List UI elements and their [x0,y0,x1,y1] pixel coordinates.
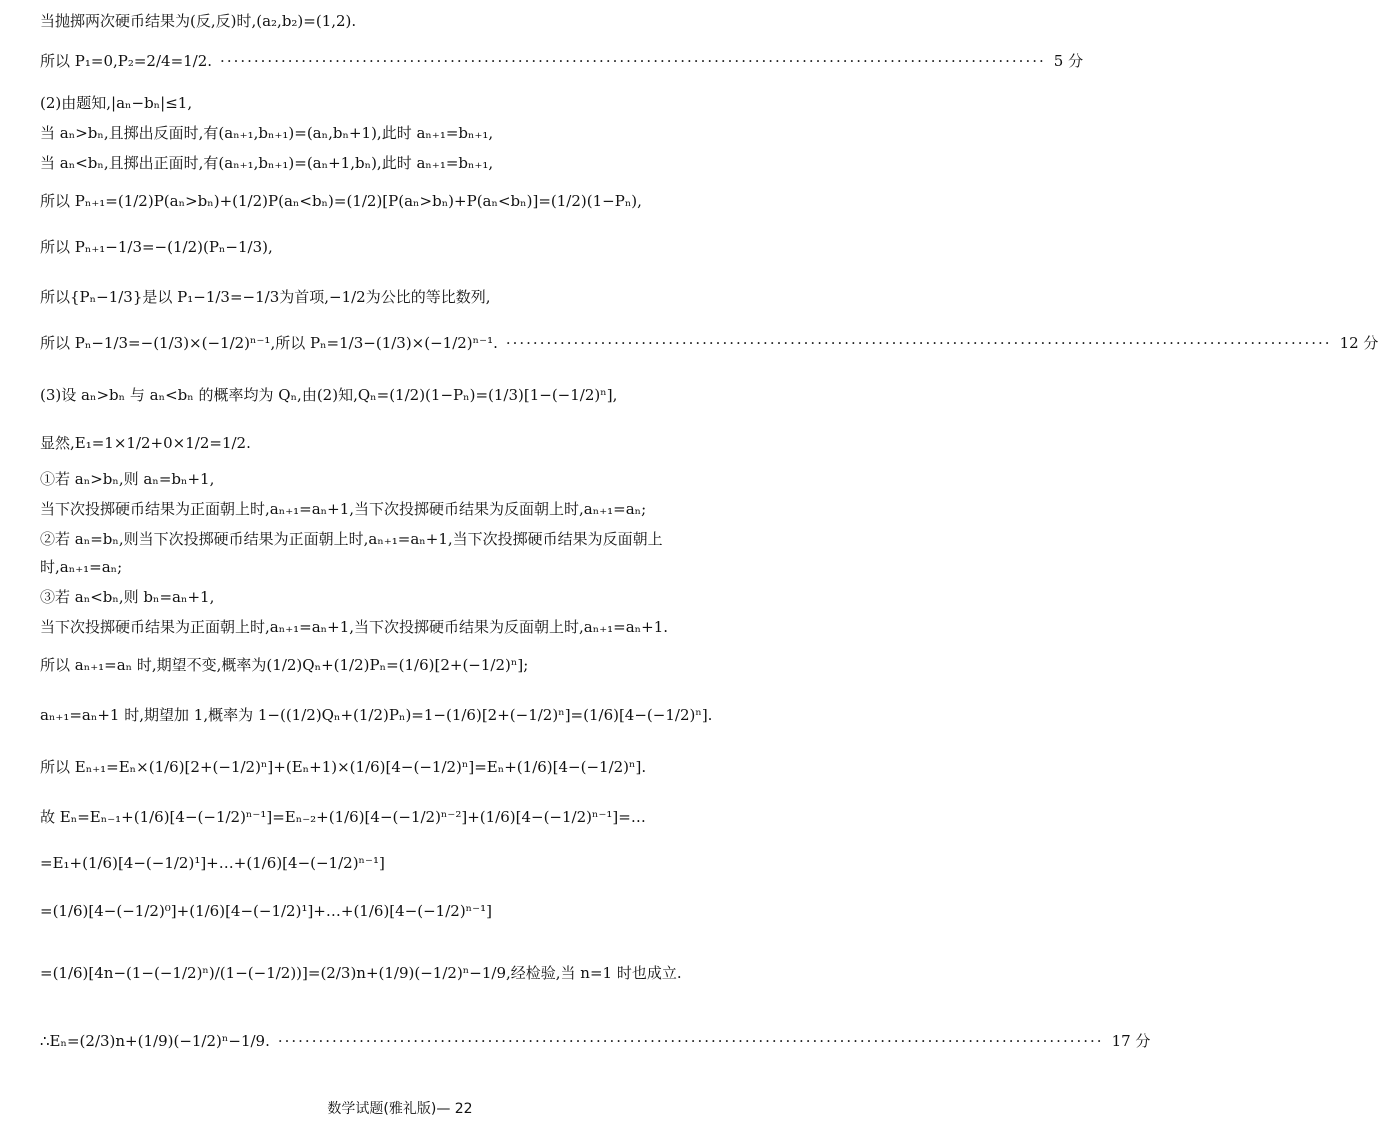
solution-line: 所以 aₙ₊₁=aₙ 时,期望不变,概率为(1/2)Qₙ+(1/2)Pₙ=(1/6)[2+(−1/2)ⁿ]; [40,656,529,674]
score-label: 17 分 [1111,1032,1151,1050]
solution-line: 当下次投掷硬币结果为正面朝上时,aₙ₊₁=aₙ+1,当下次投掷硬币结果为反面朝上时,aₙ₊₁=aₙ; [40,500,647,518]
solution-line: (3)设 aₙ>bₙ 与 aₙ<bₙ 的概率均为 Qₙ,由(2)知,Qₙ=(1/2)(1−Pₙ)=(1/3)[1−(−1/2)ⁿ], [40,386,618,404]
leader-dots: ·························································································································· [505,334,1332,352]
solution-line: =(1/6)[4n−(1−(−1/2)ⁿ)/(1−(−1/2))]=(2/3)n+(1/9)(−1/2)ⁿ−1/9,经检验,当 n=1 时也成立. [40,964,682,982]
leader-dots: ·························································································································· [277,1032,1104,1050]
solution-text: ∴Eₙ=(2/3)n+(1/9)(−1/2)ⁿ−1/9. [40,1032,270,1050]
solution-line: 当 aₙ>bₙ,且掷出反面时,有(aₙ₊₁,bₙ₊₁)=(aₙ,bₙ+1),此时 aₙ₊₁=bₙ₊₁, [40,124,494,142]
solution-line: =(1/6)[4−(−1/2)⁰]+(1/6)[4−(−1/2)¹]+…+(1/6)[4−(−1/2)ⁿ⁻¹] [40,902,492,920]
solution-line: 显然,E₁=1×1/2+0×1/2=1/2. [40,434,251,452]
answer-page [40,0,1378,1130]
score-label: 12 分 [1339,334,1378,352]
solution-text: 所以 Pₙ−1/3=−(1/3)×(−1/2)ⁿ⁻¹,所以 Pₙ=1/3−(1/3)×(−1/2)ⁿ⁻¹. [40,334,498,352]
solution-line: ①若 aₙ>bₙ,则 aₙ=bₙ+1, [40,470,215,488]
solution-text: 所以 P₁=0,P₂=2/4=1/2. [40,52,213,70]
solution-line: 所以 Eₙ₊₁=Eₙ×(1/6)[2+(−1/2)ⁿ]+(Eₙ+1)×(1/6)[4−(−1/2)ⁿ]=Eₙ+(1/6)[4−(−1/2)ⁿ]. [40,758,647,776]
solution-line-scored [40,50,1084,72]
solution-line: ③若 aₙ<bₙ,则 bₙ=aₙ+1, [40,588,215,606]
solution-line: aₙ₊₁=aₙ+1 时,期望加 1,概率为 1−((1/2)Qₙ+(1/2)Pₙ)=1−(1/6)[2+(−1/2)ⁿ]=(1/6)[4−(−1/2)ⁿ]. [40,706,713,724]
solution-line: 所以{Pₙ−1/3}是以 P₁−1/3=−1/3为首项,−1/2为公比的等比数列, [40,288,491,306]
solution-line: 当抛掷两次硬币结果为(反,反)时,(a₂,b₂)=(1,2). [40,12,357,30]
leader-dots: ·························································································································· [220,52,1046,70]
solution-line: 时,aₙ₊₁=aₙ; [40,558,123,576]
solution-line: 当 aₙ<bₙ,且掷出正面时,有(aₙ₊₁,bₙ₊₁)=(aₙ+1,bₙ),此时 aₙ₊₁=bₙ₊₁, [40,154,494,172]
solution-line-scored [40,1030,1151,1052]
solution-line: 所以 Pₙ₊₁=(1/2)P(aₙ>bₙ)+(1/2)P(aₙ<bₙ)=(1/2)[P(aₙ>bₙ)+P(aₙ<bₙ)]=(1/2)(1−Pₙ), [40,192,642,210]
solution-line: (2)由题知,|aₙ−bₙ|≤1, [40,94,193,112]
score-label: 5 分 [1053,52,1084,70]
page-footer: 数学试题(雅礼版)— 22 [327,1101,473,1117]
solution-line: ②若 aₙ=bₙ,则当下次投掷硬币结果为正面朝上时,aₙ₊₁=aₙ+1,当下次投掷硬币结果为反面朝上 [40,530,663,548]
solution-line: =E₁+(1/6)[4−(−1/2)¹]+…+(1/6)[4−(−1/2)ⁿ⁻¹] [40,854,385,872]
solution-line: 所以 Pₙ₊₁−1/3=−(1/2)(Pₙ−1/3), [40,238,273,256]
solution-line-scored [40,332,1378,354]
solution-line: 故 Eₙ=Eₙ₋₁+(1/6)[4−(−1/2)ⁿ⁻¹]=Eₙ₋₂+(1/6)[4−(−1/2)ⁿ⁻²]+(1/6)[4−(−1/2)ⁿ⁻¹]=… [40,808,646,826]
solution-line: 当下次投掷硬币结果为正面朝上时,aₙ₊₁=aₙ+1,当下次投掷硬币结果为反面朝上时,aₙ₊₁=aₙ+1. [40,618,669,636]
